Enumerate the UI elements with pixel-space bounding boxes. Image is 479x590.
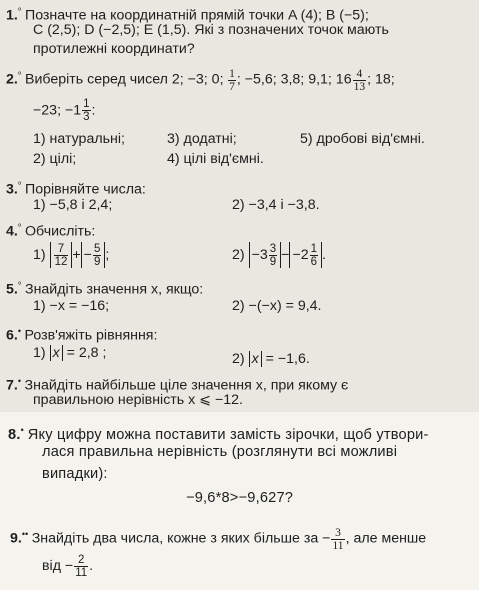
problem-5: 5.° Знайдіть значення x, якщо: <box>6 280 204 298</box>
problem-2-option-3: 3) додатні; <box>167 131 237 147</box>
fraction-1-7: $\frac{1}{7}$ <box>229 67 235 93</box>
problem-3-part-1: 1) −5,8 і 2,4; <box>33 197 113 213</box>
problem-2-line-2: −23; −1 $\frac{1}{3}$ : <box>33 98 96 123</box>
abs-neg-2-1-6: −2 $\frac{1}{6}$ <box>289 242 322 268</box>
fraction-4-13: $\frac{4}{13}$ <box>353 67 366 93</box>
problem-6: 6.• Розв'яжіть рівняння: <box>6 326 158 344</box>
problem-9-line-2: від − $\frac{2}{11}$ . <box>42 553 94 579</box>
problem-1-line-2: C (2,5); D (−2,5); E (1,5). Які з позначених точок мають <box>33 22 389 38</box>
problem-2-option-5: 5) дробові від'ємні. <box>300 131 425 147</box>
problem-2-line-1: 2.° Виберіть серед чисел 2; −3; 0; $\frac{1}{7}$ ; −5,6; 3,8; 9,1; 16 $\frac{4}{13}$ ; 18; <box>6 67 395 93</box>
problem-6-part-2: 2) x = −1,6. <box>232 351 310 367</box>
problem-4: 4.° Обчисліть: <box>6 222 96 240</box>
problem-3: 3.° Порівняйте числа: <box>6 180 146 198</box>
problem-7: 7.• Знайдіть найбільше ціле значення x, при якому є <box>6 376 349 394</box>
problem-8-line-2: лася правильна нерівність (розглянути всі можливі <box>42 444 398 460</box>
problem-1: 1.° Позначте на координатній прямій точки A (4); B (−5); <box>6 6 369 24</box>
abs-neg-5-9: − $\frac{5}{9}$ <box>81 242 106 268</box>
abs-x: x <box>50 345 63 361</box>
abs-7-12: $\frac{7}{12}$ <box>50 242 73 268</box>
problem-2-option-1: 1) натуральні; <box>33 131 125 147</box>
problem-3-part-2: 2) −3,4 і −3,8. <box>232 197 320 213</box>
problem-7-line-2: правильною нерівність x ⩽ −12. <box>33 392 243 408</box>
problem-8: 8.• Яку цифру можна поставити замість зірочки, щоб утвори- <box>8 425 429 443</box>
fraction-1-3: $\frac{1}{3}$ <box>83 98 90 123</box>
problem-9-line-1: 9.•• Знайдіть два числа, кожне з яких більше за − $\frac{3}{11}$ , але менше <box>10 526 427 552</box>
abs-x: x <box>249 351 262 367</box>
problem-5-part-1: 1) −x = −16; <box>33 298 110 314</box>
fraction-3-11: $\frac{3}{11}$ <box>332 526 344 552</box>
problem-8-line-3: випадки): <box>42 466 108 482</box>
problem-2-option-2: 2) цілі; <box>33 151 77 167</box>
problem-1-line-1: Позначте на координатній прямій точки A (4); B (−5); <box>25 7 369 24</box>
problem-1-line-3: протилежні координати? <box>33 41 195 57</box>
problem-6-part-1: 1) x = 2,8 ; <box>33 345 107 361</box>
problem-4-part-2: 2) −3 $\frac{3}{9}$ − −2 $\frac{1}{6}$ . <box>232 243 327 268</box>
problem-5-part-2: 2) −(−x) = 9,4. <box>232 298 322 314</box>
problem-4-part-1: 1) $\frac{7}{12}$ + − $\frac{5}{9}$ ; <box>33 243 110 268</box>
abs-neg-3-3-9: −3 $\frac{3}{9}$ <box>249 242 282 268</box>
problem-8-line-1: Яку цифру можна поставити замість зірочки, щоб утвори- <box>27 426 429 443</box>
problem-8-inequality: −9,6*8>−9,627? <box>186 490 294 506</box>
problem-2-option-4: 4) цілі від'ємні. <box>167 151 264 167</box>
fraction-2-11: $\frac{2}{11}$ <box>75 553 88 579</box>
problem-7-line-1: Знайдіть найбільше ціле значення x, при якому є <box>24 377 349 394</box>
